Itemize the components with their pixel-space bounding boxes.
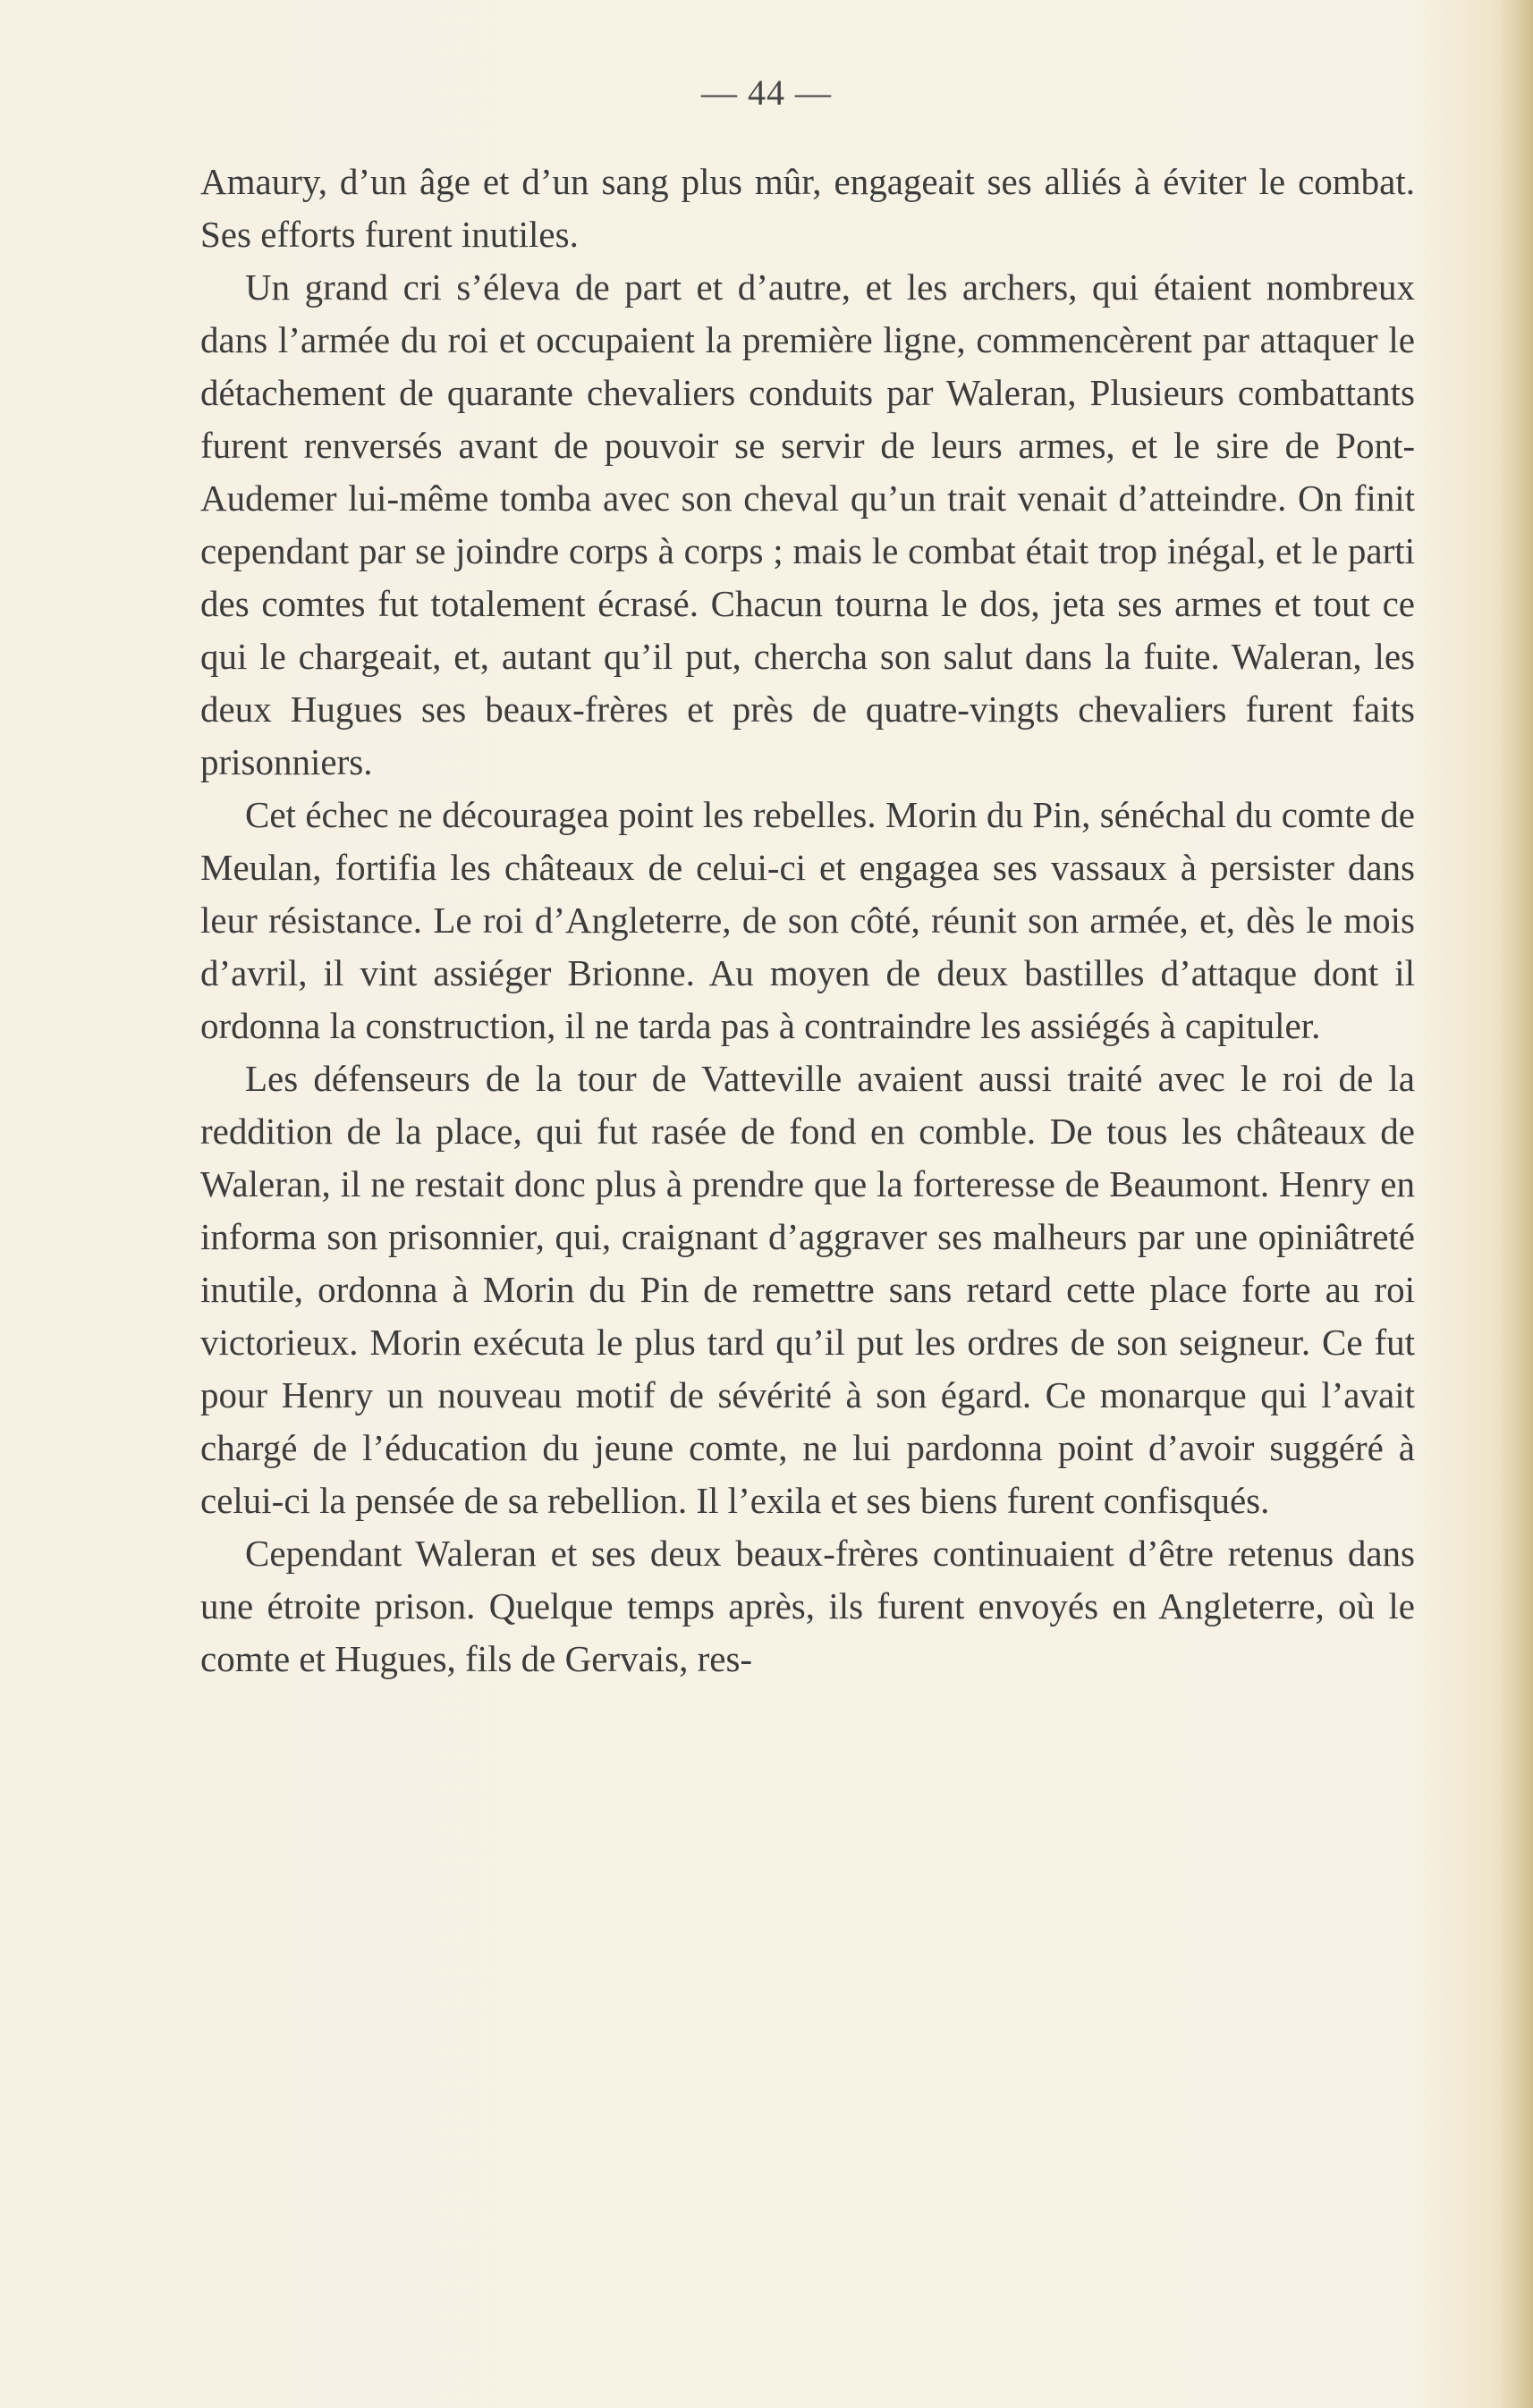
page-edge-shadow bbox=[1499, 0, 1533, 2408]
page-number: — 44 — bbox=[701, 72, 832, 113]
paragraph-4: Les défenseurs de la tour de Vatteville avaient aussi traité avec le roi de la reddition de la place, qui fut rasée de fond en comble. De tous les châteaux de Waleran, il ne restait donc plus à prendre que la forteresse de Beaumont. Henry en informa son prisonnier, qui, craignant d’aggraver ses malheurs par une opiniâtreté inutile, ordonna à Morin du Pin de remettre sans retard cette place forte au roi victorieux. Morin exécuta le plus tard qu’il put les ordres de son seigneur. Ce fut pour Henry un nouveau motif de sévérité à son égard. Ce monarque qui l’avait chargé de l’éducation du jeune comte, ne lui pardonna point d’avoir suggéré à celui-ci la pensée de sa rebellion. Il l’exila et ses biens furent confisqués. bbox=[200, 1058, 1415, 1521]
paragraph-2: Un grand cri s’éleva de part et d’autre, et les archers, qui étaient nombreux dans l’armée du roi et occupaient la première ligne, commencèrent par attaquer le détachement de quarante chevaliers conduits par Waleran, Plusieurs combattants furent renversés avant de pouvoir se servir de leurs armes, et le sire de Pont-Audemer lui-même tomba avec son cheval qu’un trait venait d’atteindre. On finit cependant par se joindre corps à corps ; mais le combat était trop inégal, et le parti des comtes fut totalement écrasé. Chacun tourna le dos, jeta ses armes et tout ce qui le chargeait, et, autant qu’il put, chercha son salut dans la fuite. Waleran, les deux Hugues ses beaux-frères et près de quatre-vingts chevaliers furent faits prisonniers. bbox=[200, 266, 1415, 782]
paragraph-5: Cependant Waleran et ses deux beaux-frères continuaient d’être retenus dans une étroite prison. Quelque temps après, ils furent envoyés en Angleterre, où le comte et Hugues, fils de Gervais, res- bbox=[200, 1533, 1415, 1679]
paragraph-3: Cet échec ne découragea point les rebelles. Morin du Pin, sénéchal du comte de Meulan, fortifia les châteaux de celui-ci et engagea ses vassaux à persister dans leur résistance. Le roi d’Angleterre, de son côté, réunit son armée, et, dès le mois d’avril, il vint assiéger Brionne. Au moyen de deux bastilles d’attaque dont il ordonna la construction, il ne tarda pas à contraindre les assiégés à capituler. bbox=[200, 794, 1415, 1046]
paragraph-1: Amaury, d’un âge et d’un sang plus mûr, engageait ses alliés à éviter le combat. Ses efforts furent inutiles. bbox=[200, 161, 1415, 255]
body-text bbox=[200, 156, 1415, 1686]
